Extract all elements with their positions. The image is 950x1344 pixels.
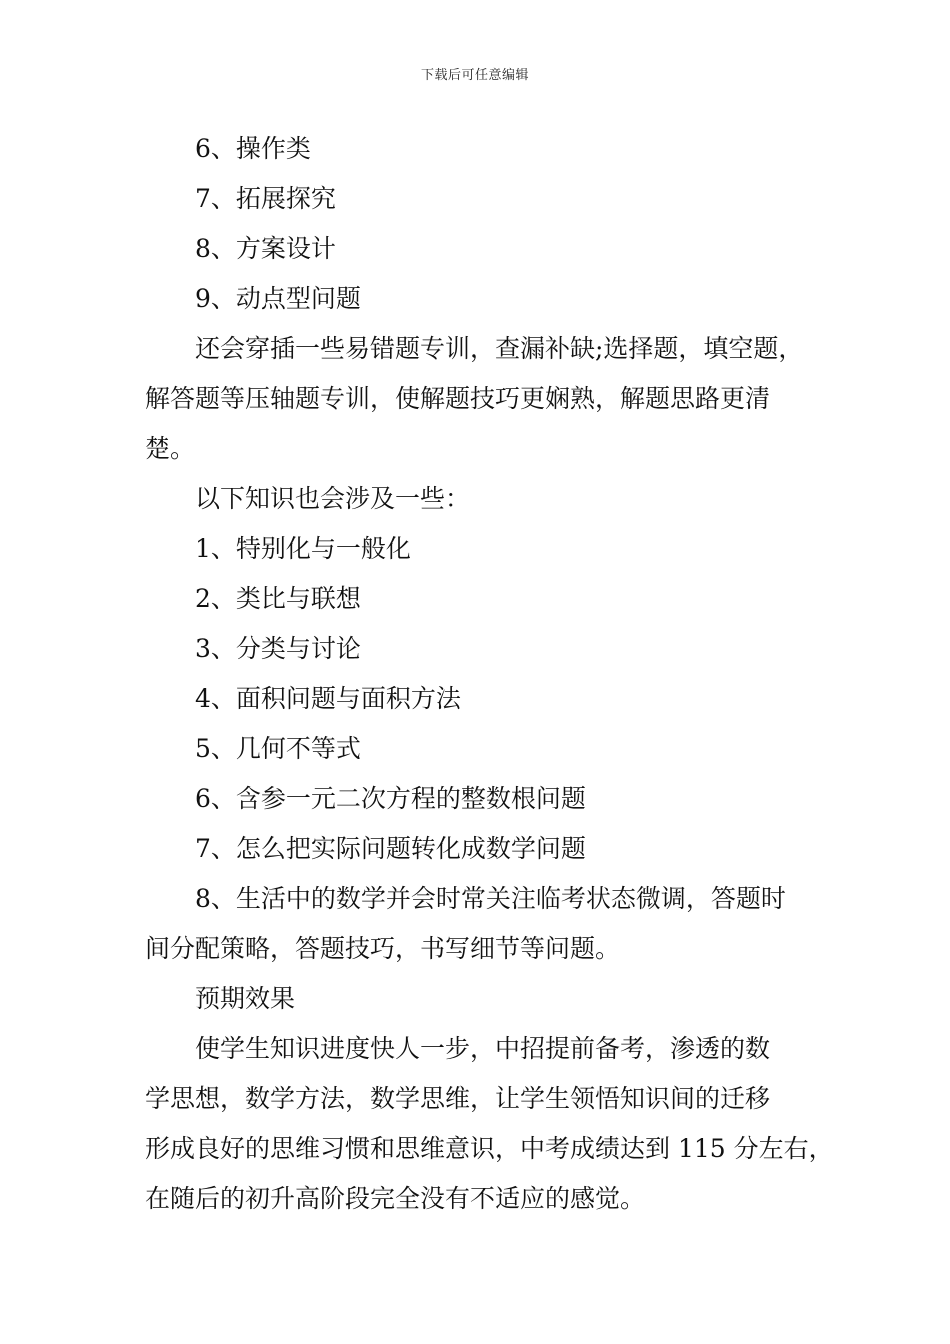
list-item: 9、动点型问题 — [195, 284, 361, 313]
list-item: 7、怎么把实际问题转化成数学问题 — [195, 834, 586, 863]
paragraph-line: 形成良好的思维习惯和思维意识，中考成绩达到 115 分左右， — [145, 1134, 834, 1163]
paragraph-line: 楚。 — [145, 434, 196, 463]
list-item: 8、方案设计 — [195, 234, 336, 263]
list-item: 1、特别化与一般化 — [195, 534, 411, 563]
page-header: 下载后可任意编辑 — [420, 68, 529, 83]
paragraph-line: 还会穿插一些易错题专训，查漏补缺;选择题，填空题， — [195, 334, 804, 363]
document-body — [145, 124, 834, 1224]
list-item: 4、面积问题与面积方法 — [195, 684, 461, 713]
list-item: 8、生活中的数学并会时常关注临考状态微调，答题时 — [195, 884, 786, 913]
list-item: 5、几何不等式 — [195, 734, 361, 763]
list-item: 7、拓展探究 — [195, 184, 336, 213]
paragraph-line: 间分配策略，答题技巧，书写细节等问题。 — [145, 934, 621, 963]
section-title: 预期效果 — [195, 984, 296, 1013]
list-item: 6、含参一元二次方程的整数根问题 — [195, 784, 586, 813]
list-item: 6、操作类 — [195, 134, 311, 163]
list-item: 3、分类与讨论 — [195, 634, 361, 663]
intro-line: 以下知识也会涉及一些： — [195, 484, 471, 513]
paragraph-line: 学思想，数学方法，数学思维，让学生领悟知识间的迁移 — [145, 1084, 771, 1113]
paragraph-line: 使学生知识进度快人一步，中招提前备考，渗透的数 — [195, 1034, 771, 1063]
paragraph-line: 解答题等压轴题专训，使解题技巧更娴熟，解题思路更清 — [145, 384, 771, 413]
list-item: 2、类比与联想 — [195, 584, 361, 613]
paragraph-line: 在随后的初升高阶段完全没有不适应的感觉。 — [145, 1184, 646, 1213]
